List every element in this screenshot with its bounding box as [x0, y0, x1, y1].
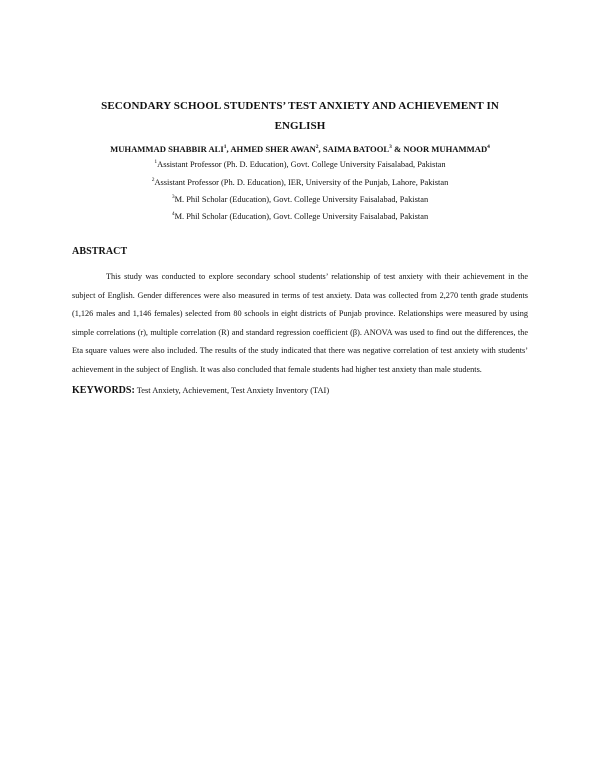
affiliation-2: $^2$Assistant Professor (Ph. D. Education), IER, University of the Punjab, Lahore, Pakistan: [151, 177, 449, 187]
author-3: SAIMA BATOOL$^3$ &: [322, 144, 404, 154]
author-list: [40, 143, 560, 155]
keywords-line: [72, 385, 528, 397]
author-4: NOOR MUHAMMAD$^4$: [403, 144, 490, 154]
affiliation-1: $^1$Assistant Professor (Ph. D. Education), Govt. College University Faisalabad, Pakistan: [154, 159, 446, 169]
author-2: AHMED SHER AWAN$^2$,: [230, 144, 323, 154]
affiliation-4: $^4$M. Phil Scholar (Education), Govt. College University Faisalabad, Pakistan: [171, 211, 429, 221]
affiliation-3: $^3$M. Phil Scholar (Education), Govt. College University Faisalabad, Pakistan: [171, 194, 429, 204]
keywords-text: Test Anxiety, Achievement, Test Anxiety Inventory (TAI): [136, 386, 330, 395]
title-line-2: ENGLISH: [274, 120, 326, 132]
abstract-text: This study was conducted to explore secondary school students’ relationship of test anxiety with their achievement in the subject of English. Gender differences were also measured in terms of test anxiety. Data was collected from 2,270 tenth grade students (1,126 males and 1,146 females) selected from 80 schools in eight districts of Punjab province. Relationships were measured by using simple correlations (r), multiple correlation (R) and standard regression coefficient (β). ANOVA was used to find out the differences, the Eta square values were also included. The results of the study indicated that there was negative correlation of test anxiety with students’ achievement in the subject of English. It was also concluded that female students had higher test anxiety than male students.: [72, 272, 528, 374]
abstract-heading: ABSTRACT: [72, 246, 128, 257]
keywords-label: KEYWORDS:: [72, 385, 135, 396]
author-1: MUHAMMAD SHABBIR ALI$^1$,: [110, 144, 231, 154]
paper-title: [60, 96, 540, 136]
title-line-1: SECONDARY SCHOOL STUDENTS’ TEST ANXIETY AND ACHIEVEMENT IN: [101, 100, 499, 112]
